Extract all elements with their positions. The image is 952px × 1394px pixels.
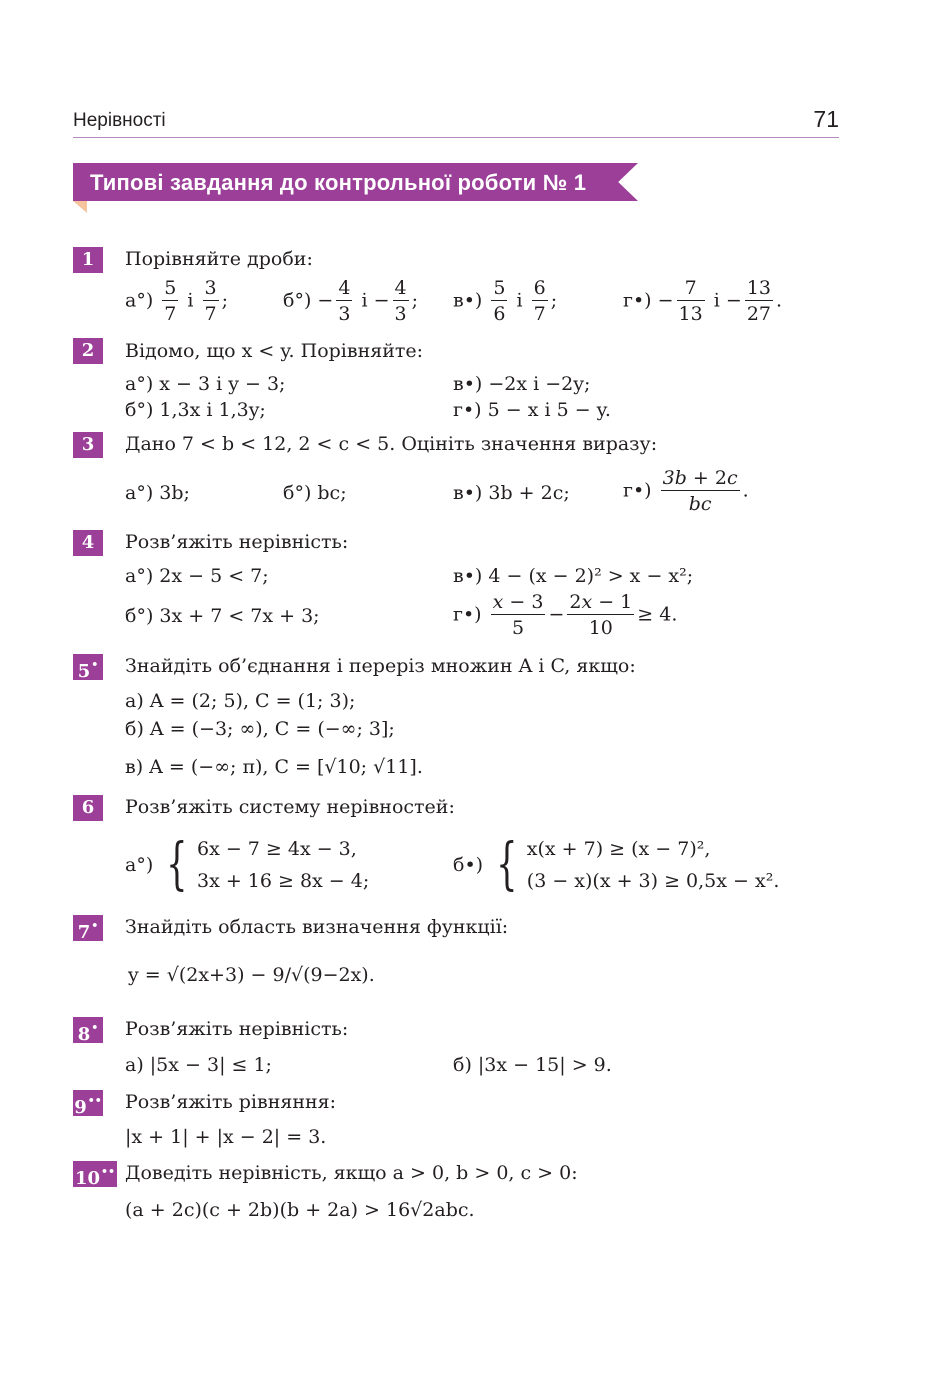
task-number: 1 <box>73 247 103 273</box>
task-text: Дано 7 < b < 12, 2 < c < 5. Оцініть значення виразу: <box>125 433 658 455</box>
task2-item-a: а°) x − 3 і y − 3; <box>125 373 286 395</box>
task10-inequality: (a + 2c)(c + 2b)(b + 2a) > 16√2abc. <box>125 1199 475 1221</box>
task-number: 2 <box>73 338 103 364</box>
task2-item-c: в•) −2x і −2y; <box>453 373 591 395</box>
task1-item-c: в•) $\frac{5}{6}$ і $\frac{6}{7}$ ; <box>453 277 558 325</box>
task4-item-a: а°) 2x − 5 < 7; <box>125 565 269 587</box>
task8-item-b: б) |3x − 15| > 9. <box>453 1054 612 1076</box>
task3-item-c: в•) 3b + 2c; <box>453 482 570 504</box>
page-number: 71 <box>813 106 839 132</box>
task2-item-d: г•) 5 − x і 5 − y. <box>453 399 611 421</box>
task7-function: y = √(2x+3) − 9/√(9−2x). <box>128 964 375 986</box>
task5-item-c: в) A = (−∞; π), C = [√10; √11]. <box>125 756 423 778</box>
task5-item-b: б) A = (−3; ∞), C = (−∞; 3]; <box>125 718 395 740</box>
task-number: 7• <box>73 915 103 941</box>
task-text: Розв’яжіть систему нерівностей: <box>125 796 455 818</box>
task9-equation: |x + 1| + |x − 2| = 3. <box>125 1126 327 1148</box>
task-text: Розв’яжіть нерівність: <box>125 1018 349 1040</box>
task2-item-b: б°) 1,3x і 1,3y; <box>125 399 266 421</box>
task8-item-a: а) |5x − 3| ≤ 1; <box>125 1054 272 1076</box>
task3-item-b: б°) bc; <box>283 482 347 504</box>
task4-item-b: б°) 3x + 7 < 7x + 3; <box>125 605 320 627</box>
task-text: Відомо, що x < y. Порівняйте: <box>125 340 424 362</box>
task3-item-a: а°) 3b; <box>125 482 190 504</box>
task-text: Порівняйте дроби: <box>125 248 313 270</box>
task5-item-a: а) A = (2; 5), C = (1; 3); <box>125 690 356 712</box>
task-text: Розв’яжіть рівняння: <box>125 1091 337 1113</box>
task-number: 3 <box>73 432 103 458</box>
task1-item-b: б°) − $\frac{4}{3}$ і − $\frac{4}{3}$ ; <box>283 277 418 325</box>
task1-item-d: г•) − $\frac{7}{13}$ і − $\frac{13}{27}$ . <box>623 277 783 325</box>
task-number: 5• <box>73 654 103 680</box>
task-number: 8• <box>73 1017 103 1043</box>
task-text: Розв’яжіть нерівність: <box>125 531 349 553</box>
task-number: 10•• <box>73 1161 117 1187</box>
task-text: Знайдіть область визначення функції: <box>125 916 509 938</box>
task6-item-b: б•) { x(x + 7) ≥ (x − 7)², (3 − x)(x + 3) ≥ 0,5x − x². <box>453 832 780 897</box>
task6-item-a: а°) { 6x − 7 ≥ 4x − 3, 3x + 16 ≥ 8x − 4; <box>125 832 370 897</box>
task-number: 9•• <box>73 1090 103 1116</box>
task4-item-d: г•) $\frac{x - 3}{5}$ − $\frac{2x - 1}{10}$ ≥ 4. <box>453 591 678 639</box>
task4-item-c: в•) 4 − (x − 2)² > x − x²; <box>453 565 694 587</box>
task1-item-a: а°) $\frac{5}{7}$ і $\frac{3}{7}$ ; <box>125 277 229 325</box>
banner-fold <box>73 201 87 213</box>
section-title: Нерівності <box>73 110 166 131</box>
task-text: Знайдіть об’єднання і переріз множин A і C, якщо: <box>125 655 636 677</box>
task-number: 4 <box>73 530 103 556</box>
task3-item-d: г•) $\frac{3b + 2c}{bc}$ . <box>623 467 749 515</box>
header-divider <box>73 137 839 138</box>
banner-title: Типові завдання до контрольної роботи № 1 <box>90 170 587 195</box>
task-number: 6 <box>73 795 103 821</box>
task-text: Доведіть нерівність, якщо a > 0, b > 0, c > 0: <box>125 1162 578 1184</box>
